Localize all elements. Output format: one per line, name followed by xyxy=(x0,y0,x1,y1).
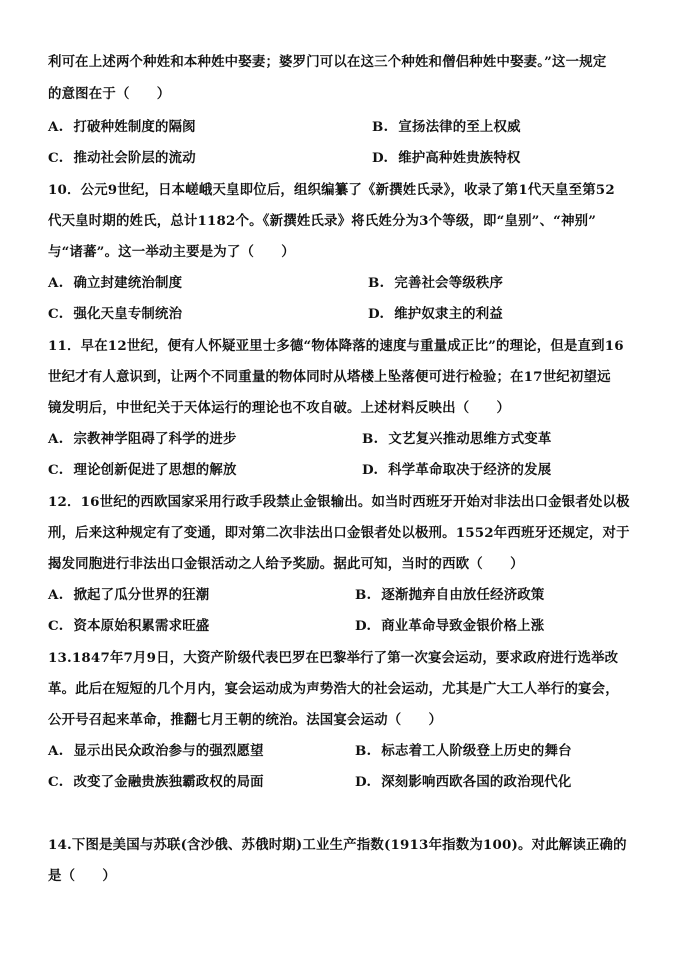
q11-stem-line-3: 镜发明后，中世纪关于天体运行的理论也不攻自破。上述材料反映出（ ） xyxy=(48,400,511,416)
option-text: 强化天皇专制统治 xyxy=(73,306,183,322)
q13-option-b xyxy=(355,741,572,761)
option-text: 资本原始积累需求旺盛 xyxy=(73,618,210,634)
option-key: B. xyxy=(372,119,389,135)
option-text: 推动社会阶层的流动 xyxy=(73,150,196,166)
q12-option-d xyxy=(355,616,544,636)
option-key: A. xyxy=(48,587,64,603)
option-text: 商业革命导致金银价格上涨 xyxy=(381,618,545,634)
option-key: A. xyxy=(48,431,64,447)
q9-stem-line-1: 利可在上述两个种姓和本种姓中娶妻；婆罗门可以在这三个种姓和僧侣种姓中娶妻。”这一规定 xyxy=(48,54,607,70)
q11-option-a xyxy=(48,429,237,449)
q13-stem-line-1: 13.1847年7月9日，大资产阶级代表巴罗在巴黎举行了第一次宴会运动，要求政府进行选举改 xyxy=(48,650,619,666)
option-text: 显示出民众政治参与的强烈愿望 xyxy=(73,743,264,759)
q9-option-b xyxy=(372,117,521,137)
option-key: C. xyxy=(48,150,64,166)
option-key: B. xyxy=(368,275,385,291)
option-text: 标志着工人阶级登上历史的舞台 xyxy=(381,743,572,759)
q12-stem-line-3: 揭发同胞进行非法出口金银活动之人给予奖励。据此可知，当时的西欧（ ） xyxy=(48,556,524,572)
option-key: B. xyxy=(355,743,372,759)
q12-stem-line-2: 刑，后来这种规定有了变通，即对第二次非法出口金银者处以极刑。1552年西班牙还规定，对于 xyxy=(48,525,630,541)
option-text: 改变了金融贵族独霸政权的局面 xyxy=(73,774,264,790)
q10-option-c xyxy=(48,304,182,324)
option-text: 宗教神学阻碍了科学的进步 xyxy=(73,431,237,447)
q12-stem-line-1: 12．16世纪的西欧国家采用行政手段禁止金银输出。如当时西班牙开始对非法出口金银者处以极 xyxy=(48,494,630,510)
q9-stem-line-2: 的意图在于（ ） xyxy=(48,86,171,102)
option-key: D. xyxy=(372,150,389,166)
option-key: D. xyxy=(355,618,372,634)
q10-stem-line-1: 10．公元9世纪，日本嵯峨天皇即位后，组织编纂了《新撰姓氏录》，收录了第1代天皇至第52 xyxy=(48,182,615,198)
option-text: 逐渐抛弃自由放任经济政策 xyxy=(381,587,545,603)
option-text: 文艺复兴推动思维方式变革 xyxy=(388,431,552,447)
q10-stem-line-2: 代天皇时期的姓氏，总计1182个。《新撰姓氏录》将氏姓分为3个等级，即“皇别”、“神别” xyxy=(48,213,597,229)
q10-stem-line-3: 与“诸蕃”。这一举动主要是为了（ ） xyxy=(48,244,295,260)
option-text: 理论创新促进了思想的解放 xyxy=(73,462,237,478)
q13-option-a xyxy=(48,741,264,761)
q11-option-c xyxy=(48,460,237,480)
q11-stem-line-1: 11．早在12世纪，便有人怀疑亚里士多德“物体降落的速度与重量成正比”的理论，但是直到16 xyxy=(48,338,624,354)
option-text: 完善社会等级秩序 xyxy=(394,275,504,291)
q10-option-a xyxy=(48,273,182,293)
q12-option-c xyxy=(48,616,209,636)
option-text: 维护奴隶主的利益 xyxy=(394,306,503,322)
q12-option-b xyxy=(355,585,544,605)
option-key: C. xyxy=(48,774,64,790)
option-text: 深刻影响西欧各国的政治现代化 xyxy=(381,774,572,790)
option-key: C. xyxy=(48,618,64,634)
option-text: 打破种姓制度的隔阂 xyxy=(73,119,196,135)
q11-stem-line-2: 世纪才有人意识到，让两个不同重量的物体同时从塔楼上坠落便可进行检验；在17世纪初望远 xyxy=(48,369,611,385)
q9-option-d xyxy=(372,148,521,168)
q12-option-a xyxy=(48,585,209,605)
q10-option-d xyxy=(368,304,503,324)
option-text: 宣扬法律的至上权威 xyxy=(398,119,521,135)
option-key: C. xyxy=(48,462,64,478)
option-key: B. xyxy=(362,431,379,447)
option-key: D. xyxy=(362,462,379,478)
q13-stem-line-2: 革。此后在短短的几个月内，宴会运动成为声势浩大的社会运动，尤其是广大工人举行的宴会， xyxy=(48,681,619,697)
q11-option-d xyxy=(362,460,551,480)
option-key: C. xyxy=(48,306,64,322)
option-text: 维护高种姓贵族特权 xyxy=(398,150,521,166)
option-text: 掀起了瓜分世界的狂潮 xyxy=(73,587,210,603)
option-key: A. xyxy=(48,743,64,759)
option-text: 确立封建统治制度 xyxy=(73,275,183,291)
option-key: D. xyxy=(368,306,385,322)
option-key: D. xyxy=(355,774,372,790)
q13-option-c xyxy=(48,772,264,792)
q13-stem-line-3: 公开号召起来革命，推翻七月王朝的统治。法国宴会运动（ ） xyxy=(48,712,443,728)
q14-stem-line-1: 14.下图是美国与苏联(含沙俄、苏俄时期)工业生产指数(1913年指数为100)。对此解读正确的 xyxy=(48,837,627,853)
q13-option-d xyxy=(355,772,571,792)
option-key: A. xyxy=(48,275,64,291)
option-key: A. xyxy=(48,119,64,135)
option-key: B. xyxy=(355,587,372,603)
q14-stem-line-2: 是（ ） xyxy=(48,868,116,884)
q9-option-c xyxy=(48,148,196,168)
q11-option-b xyxy=(362,429,551,449)
q10-option-b xyxy=(368,273,503,293)
option-text: 科学革命取决于经济的发展 xyxy=(388,462,552,478)
q9-option-a xyxy=(48,117,196,137)
